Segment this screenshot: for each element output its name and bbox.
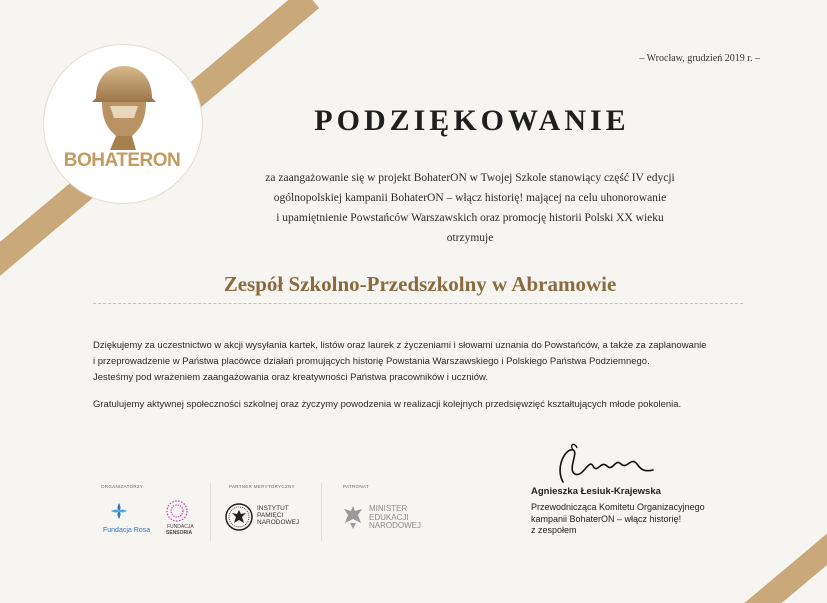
body-line: Jesteśmy pod wrażeniem zaangażowania oraz kreatywności Państwa pracowników i uczniów. (93, 372, 488, 383)
place-and-date: – Wrocław, grudzień 2019 r. – (639, 53, 760, 64)
signer-role: Przewodnicząca Komitetu Organizacyjnego kampanii BohaterON – włącz historię! z zespołem (531, 502, 705, 535)
body-line: Gratulujemy aktywnej społeczności szkolnej oraz życzymy powodzenia w realizacji kolejnych przedsięwzięć kształtujących młode pokolenia. (93, 399, 682, 410)
soldier-helmet-icon (88, 64, 158, 150)
men-label: MINISTER EDUKACJI NARODOWEJ (369, 504, 421, 530)
merit-partner-group (219, 483, 319, 543)
polish-eagle-icon (341, 503, 365, 531)
partner-divider (321, 483, 322, 541)
dashed-divider (93, 303, 743, 304)
intro-text (210, 168, 730, 248)
intro-line: za zaangażowanie się w projekt BohaterON w Twojej Szkole stanowiący część IV edycji (265, 172, 675, 184)
body-text (93, 338, 753, 413)
organizers-group (93, 483, 203, 543)
certificate-title: PODZIĘKOWANIE (314, 104, 630, 137)
recipient-name: Zespół Szkolno-Przedszkolny w Abramowie (223, 272, 617, 296)
fundacja-sensoria-label: SENSORIA (166, 530, 193, 536)
partners-section (93, 483, 453, 543)
ipn-label: INSTYTUT PAMIĘCI NARODOWEJ (257, 505, 300, 526)
patronage-group (333, 483, 443, 543)
fundacja-sensoria-icon (165, 499, 189, 523)
fundacja-rosa-icon (109, 501, 129, 521)
partner-divider (210, 483, 211, 541)
ipn-eagle-icon (225, 503, 253, 531)
fundacja-rosa-label: Fundacja Rosa (103, 527, 151, 534)
signer-name: Agnieszka Łesiuk-Krajewska (531, 486, 661, 497)
intro-line: ogólnopolskiej kampanii BohaterON – włącz historię! mającej na celu uhonorowanie (273, 192, 667, 204)
intro-line: otrzymuje (446, 232, 494, 244)
fundacja-sensoria-top: FUNDACJA (167, 524, 194, 530)
bohateron-logo-text: BOHATERON (63, 150, 181, 171)
body-line: Dziękujemy za uczestnictwo w akcji wysyłania kartek, listów oraz laurek z życzeniami i słowami uznania do Powstańców, a także za zaplanowanie (93, 340, 707, 351)
body-line: i przeprowadzenie w Państwa placówce działań promujących historię Powstania Warszawskiego i Polskiego Państwa Podziemnego. (93, 356, 650, 367)
intro-line: i upamiętnienie Powstańców Warszawskich oraz promocję historii Polski XX wieku (276, 212, 664, 224)
merit-partner-label: PARTNER MERYTORYCZNY (229, 484, 295, 489)
organizers-label: ORGANIZATORZY (101, 484, 144, 489)
handwritten-signature (545, 440, 665, 490)
patronage-label: PATRONAT (343, 484, 369, 489)
